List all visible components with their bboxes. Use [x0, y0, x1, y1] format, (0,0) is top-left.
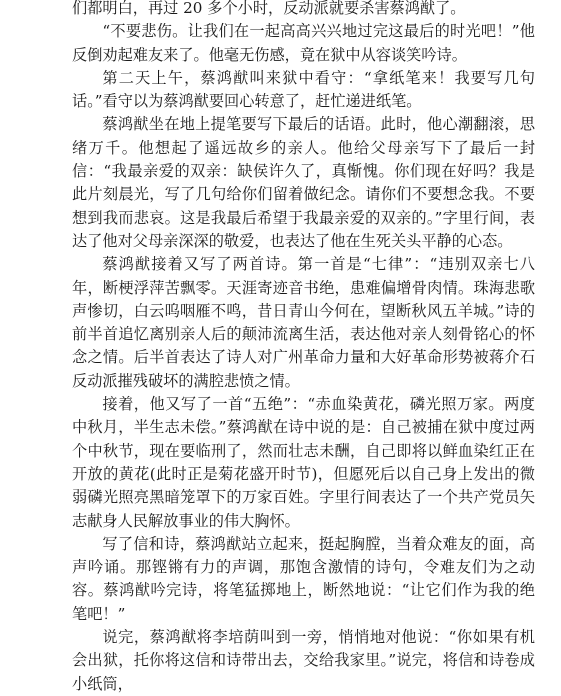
- paragraph-6: 接着，他又写了一首“五绝”：“赤血染黄花，磷光照万家。两度中秋月，半生志未偿。”蔡鸿猷在诗中说的是：自己被捕在狱中度过两个中秋节，现在要临刑了，然而壮志未酬，自己即将以鲜血染红正在开放的黄花(此时正是菊花盛开时节)，但愿死后以自己身上发出的微弱磷光照亮黑暗笼罩下的万家百姓。字里行间表达了一个共产党员矢志献身人民解放事业的伟大胸怀。: [72, 395, 535, 530]
- paragraph-5: 蔡鸿猷接着又写了两首诗。第一首是“七律”：“违别双亲七八年，断梗浮萍苦飘零。天涯寄迹音书绝，患难偏增骨肉情。珠海悲歌声惨切，白云呜咽雁不鸣，昔日青山今何在，望断秋风五羊城。”诗的前半首追忆离别亲人后的颠沛流离生活，表达他对亲人刻骨铭心的怀念之情。后半首表达了诗人对广州革命力量和大好革命形势被蒋介石反动派摧残破坏的满腔悲愤之情。: [72, 255, 535, 390]
- paragraph-7: 写了信和诗，蔡鸿猷站立起来，挺起胸膛，当着众难友的面，高声吟诵。那铿锵有力的声调，那饱含激情的诗句，令难友们为之动容。蔡鸿猷吟完诗，将笔猛掷地上，断然地说：“让它们作为我的绝笔吧！”: [72, 534, 535, 623]
- paragraph-4: 蔡鸿猷坐在地上提笔要写下最后的话语。此时，他心潮翻滚，思绪万千。他想起了遥远故乡的亲人。他给父母亲写下了最后一封信：“我最亲爱的双亲：缺侯许久了，真惭愧。你们现在好吗？我是此片刻晨光，写了几句给你们留着做纪念。请你们不要想念我。不要想到我而悲哀。这是我最后希望于我最亲爱的双亲的。”字里行间，表达了他对父母亲深深的敬爱，也表达了他在生死关头平静的心态。: [72, 115, 535, 250]
- paragraph-2: “不要悲伤。让我们在一起高高兴兴地过完这最后的时光吧！”他反倒劝起难友来了。他毫无伤感，竟在狱中从容谈笑吟诗。: [72, 22, 535, 64]
- paragraph-1: 们都明白，再过 20 多个小时，反动派就要杀害蔡鸿猷了。: [72, 0, 466, 17]
- paragraph-3: 第二天上午，蔡鸿猷叫来狱中看守：“拿纸笔来！我要写几句话。”看守以为蔡鸿猷要回心转意了，赶忙递进纸笔。: [72, 68, 535, 111]
- paragraph-8: 说完，蔡鸿猷将李培荫叫到一旁，悄悄地对他说：“你如果有机会出狱，托你将这信和诗带出去，交给我家里。”说完，将信和诗卷成小纸筒，: [72, 628, 535, 693]
